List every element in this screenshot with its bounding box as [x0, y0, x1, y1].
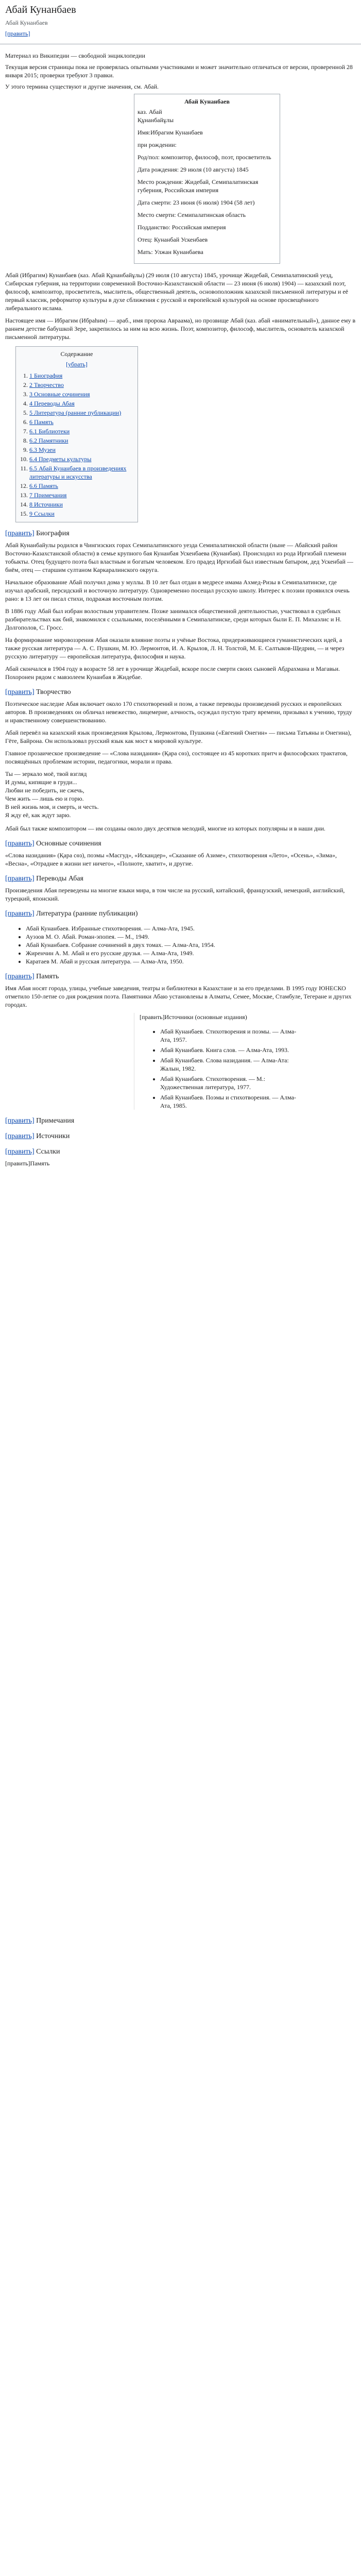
intro-material: Материал из Википедии — свободной энциклопедии [5, 52, 145, 59]
table-of-contents [15, 346, 138, 522]
section-literature [5, 910, 356, 965]
infobox-birthname-label: при рождении: [137, 141, 177, 148]
translations-paragraph-1: Произведения Абая переведены на многие языки мира, в том числе на русский, китайский, французский, немецкий, английский, турецкий, японский. [5, 887, 345, 902]
toc-item[interactable]: 2. 2 Творчество [29, 381, 133, 389]
infobox-died: Дата смерти: 23 июня (6 июля) 1904 (58 лет) [137, 199, 255, 206]
work-paragraph-1: Поэтическое наследие Абая включает около 170 стихотворений и поэм, а также переводы произведений русских и европейских авторов. В произведениях он обличал невежество, лицемерие, алчность, осуждал пустую трату времени, призывал к учению, труду и нравственному совершенствованию. [5, 700, 352, 724]
translations-heading-text: Переводы Абая [36, 875, 83, 883]
work-paragraph-4: Абай был также композитором — им созданы около двух десятков мелодий, многие из которых популярны и в наши дни. [5, 825, 325, 832]
bio-paragraph-4: На формирование мировоззрения Абая оказали влияние поэты и учёные Востока, придерживающиеся гуманистических идей, а также русская литература — А. С. Пушкин, М. Ю. Лермонтов, И. А. Крылов, Л. Н. Толстой, М. Е. Салтыков-Щедрин, — и через русскую литературу — европейская литература, философия и наука. [5, 636, 345, 660]
work-heading-text: Творчество [36, 688, 71, 696]
section-heading-memory [5, 973, 356, 981]
literature-item: • Абай Кунанбаев. Собрание сочинений в двух томах. — Алма-Ата, 1954. [26, 941, 356, 949]
reference-item: • Абай Кунанбаев. Поэмы и стихотворения. — Алма-Ата, 1985. [160, 1093, 299, 1110]
edit-sources[interactable]: [править] [5, 1132, 35, 1140]
toc-list [20, 371, 133, 518]
lead-paragraph-1: Абай (Ибрагим) Кунанбаев (каз. Абай Құнанбайұлы) (29 июля (10 августа) 1845, урочище Жидебай, Семипалатинский уезд, Сибирская губерния, на территории современной Восточно-Казахстанской области — 23 июня (6 июля) 1904) — казахский поэт, философ, композитор, просветитель, мыслитель, общественный деятель, основоположник казахской письменной литературы и её первый классик, реформатор культуры в духе сближения с русской и европейской культурой на основе просвещённого либерального ислама. [5, 272, 348, 312]
toc-toggle[interactable] [20, 360, 133, 368]
bio-heading-text: Биография [36, 530, 70, 537]
section-heading-works [5, 840, 356, 848]
section-heading-sources [5, 1132, 356, 1141]
memory-paragraph-1: Имя Абая носят города, улицы, учебные заведения, театры и библиотеки в Казахстане и за его пределами. В 1995 году ЮНЕСКО отметило 150-летие со дня рождения поэта. Памятники Абаю установлены в Алматы, Семее, Москве, Стамбуле, Тегеране и других городах. [5, 985, 352, 1008]
infobox-citizenship: Подданство: Российская империя [137, 224, 226, 231]
bio-paragraph-1: Абай Кунанбайулы родился в Чингизских горах Семипалатинского уезда Семипалатинской области (ныне — Абайский район Восточно-Казахстанской области) в семье крупного бая Кунанбая Ускенбаева (Кунанбая). Происходил из рода Иргизбай племени тобыкты. Отец будущего поэта был властным и богатым человеком. Его прадед Иргизбай был известным батыром, дед Ускенбай — биём, отец — старшим султаном Каркаралинского округа. [5, 541, 353, 573]
section-heading-links [5, 1148, 356, 1156]
lead-paragraph-2: Настоящее имя — Ибрагим (Ибраһим) — араб., имя пророка Авраама), но прозвище Абай (каз. абай «внимательный»), данное ему в раннем детстве бабушкой Зере, закрепилось за ним на всю жизнь. Поэт, композитор, философ, мыслитель, основатель казахской письменной литературы. [5, 317, 356, 341]
edit-notes[interactable]: [править] [5, 1117, 35, 1125]
section-links [5, 1148, 356, 1156]
toc-item[interactable]: 10. 6.4 Предметы культуры [29, 455, 133, 463]
toc-item[interactable]: 9. 6.3 Музеи [29, 446, 133, 454]
infobox-title-2-row [137, 108, 277, 124]
infobox [134, 94, 280, 264]
toc-item[interactable]: 5. 5 Литература (ранние публикации) [29, 409, 133, 417]
references-block [134, 1013, 299, 1110]
toc-item[interactable]: 8. 6.2 Памятники [29, 436, 133, 445]
references-list [140, 1027, 299, 1110]
intro-redirect-note: У этого термина существуют и другие значения, см. Абай. [5, 83, 159, 90]
literature-heading-text: Литература (ранние публикации) [36, 910, 138, 918]
infobox-title-2: каз. Абай Құнанбайұлы [137, 108, 174, 124]
literature-item: • Ауэзов М. О. Абай. Роман-эпопея. — М., 1949. [26, 933, 356, 941]
toc-item[interactable]: 11. 6.5 Абай Кунанбаев в произведениях литературы и искусства [29, 464, 133, 481]
infobox-father: Отец: Кунанбай Ускенбаев [137, 236, 208, 243]
work-paragraph-3: Главное прозаическое произведение — «Слова назидания» (Қара сөз), состоящее из 45 коротких притч и философских трактатов, посвящённых проблемам истории, педагогики, морали и права. [5, 750, 348, 765]
reference-item: • Абай Кунанбаев. Стихотворения и поэмы. — Алма-Ата, 1957. [160, 1027, 299, 1044]
section-heading-notes [5, 1117, 356, 1125]
intro-version-note: Текущая версия страницы пока не проверялась опытными участниками и может значительно отличаться от версии, проверенной 28 января 2015; проверки требуют 3 правки. [5, 63, 353, 79]
toc-item[interactable]: 3. 3 Основные сочинения [29, 390, 133, 398]
edit-translations[interactable]: [править] [5, 875, 35, 883]
bio-paragraph-5: Абай скончался в 1904 году в возрасте 58 лет в урочище Жидебай, вскоре после смерти своих сыновей Абдрахмана и Магавьи. Похоронен рядом с мавзолеем Кунанбая в Жидебае. [5, 665, 340, 681]
section-heading-work [5, 688, 356, 697]
links-heading-text: Ссылки [36, 1148, 60, 1156]
infobox-name: Имя:Ибрагим Кунанбаев [137, 129, 203, 136]
literature-item: • Каратаев М. Абай и русская литература. — Алма-Ата, 1950. [26, 957, 356, 965]
toc-item[interactable]: 7. 6.1 Библиотеки [29, 427, 133, 435]
reference-item: • Абай Кунанбаев. Книга слов. — Алма-Ата, 1993. [160, 1046, 299, 1054]
literature-item: • Жиренчин А. М. Абай и его русские друзья. — Алма-Ата, 1949. [26, 949, 356, 957]
infobox-title-1: Абай Кунанбаев [184, 98, 230, 105]
infobox-mother: Мать: Улжан Кунанбаева [137, 248, 203, 256]
section-works [5, 840, 356, 868]
infobox-empty [198, 108, 277, 124]
edit-work[interactable]: [править] [5, 688, 35, 696]
section-work [5, 688, 356, 833]
page-subtitle: Абай Кунанбаев [5, 19, 48, 26]
works-heading-text: Основные сочинения [36, 840, 101, 848]
bio-paragraph-3: В 1886 году Абай был избран волостным управителем. Позже занимался общественной деятельностью, участвовал в судебных разбирательствах как бий, знакомился с ссыльными, поселёнными в Семипалатинске, среди которых были Е. П. Михаэлис и Н. Долгополов, С. Гросс. [5, 607, 341, 631]
toc-item[interactable]: 13. 7 Примечания [29, 491, 133, 499]
toc-item[interactable]: 14. 8 Источники [29, 500, 133, 509]
edit-memory[interactable]: [править] [5, 973, 35, 980]
literature-item: • Абай Кунанбаев. Избранные стихотворения. — Алма-Ата, 1945. [26, 924, 356, 933]
bottom-spacer [5, 1171, 356, 1181]
page-title: Абай Кунанбаев [5, 4, 76, 15]
toc-title: Содержание [60, 350, 93, 358]
section-translations [5, 875, 356, 903]
edit-literature[interactable]: [править] [5, 910, 35, 918]
edit-links[interactable]: [править] [5, 1148, 35, 1156]
edit-bio[interactable]: [править] [5, 530, 35, 537]
works-paragraph-1: «Слова назидания» (Қара сөз), поэмы «Масгуд», «Искандер», «Сказание об Азиме», стихотворения «Лето», «Осень», «Зима», «Весна», «Отраднее в жизни нет ничего», «Полноте, хватит», и другие. [5, 852, 337, 867]
section-notes [5, 1117, 356, 1125]
infobox-born-place: Место рождения: Жидебай, Семипалатинская губерния, Российская империя [137, 178, 259, 194]
poem-excerpt: Ты — зеркало моё, твой взгляд И думы, кипящие в груди... Любви не победить, не сжечь, Чем жить — лишь ею и горю. В ней жизнь моя, и смерть, и честь. Я жду её, как ждут зарю. [5, 770, 99, 819]
section-sources [5, 1132, 356, 1141]
toc-toggle-link[interactable]: [убрать] [66, 361, 88, 368]
toc-item[interactable]: 1. 1 Биография [29, 371, 133, 380]
section-heading-literature [5, 910, 356, 918]
toc-item[interactable]: 12. 6.6 Память [29, 482, 133, 490]
toc-item[interactable]: 15. 9 Ссылки [29, 510, 133, 518]
infobox-occupation: Род/пол: композитор, философ, поэт, просветитель [137, 154, 271, 161]
section-heading-bio [5, 530, 356, 538]
section-bio [5, 530, 356, 681]
toc-item[interactable]: 4. 4 Переводы Абая [29, 399, 133, 408]
bio-paragraph-2: Начальное образование Абай получил дома у муллы. В 10 лет был отдан в медресе имама Ахмед-Ризы в Семипалатинске, где изучал арабский, персидский и восточную литературу. Одновременно посещал русскую школу. Интерес к поэзии проявился очень рано: в 13 лет он писал стихи, подражая восточным поэтам. [5, 579, 350, 602]
toc-item[interactable]: 6. 6 Память [29, 418, 133, 426]
reference-item: • Абай Кунанбаев. Слова назидания. — Алма-Ата: Жалын, 1982. [160, 1056, 299, 1073]
footer-memory: [править]Память [5, 1160, 50, 1167]
memory-heading-text: Память [36, 973, 59, 980]
header [0, 0, 361, 44]
notes-heading-text: Примечания [36, 1117, 75, 1125]
edit-top[interactable] [5, 30, 356, 38]
work-paragraph-2: Абай перевёл на казахский язык произведения Крылова, Лермонтова, Пушкина («Евгений Онегин» — письма Татьяны и Онегина), Гёте, Байрона. Он использовал русский язык как мост к мировой культуре. [5, 729, 352, 744]
literature-list [5, 924, 356, 965]
content [0, 44, 361, 1185]
lead-section [5, 271, 356, 341]
infobox-death-place: Место смерти: Семипалатинская область [137, 211, 246, 218]
infobox-born: Дата рождения: 29 июля (10 августа) 1845 [137, 166, 249, 173]
reference-item: • Абай Кунанбаев. Стихотворения. — М.: Художественная литература, 1977. [160, 1075, 299, 1091]
section-heading-translations [5, 875, 356, 883]
edit-link[interactable]: [править] [5, 30, 30, 37]
section-memory [5, 973, 356, 1009]
references-title: [править]Источники (основные издания) [140, 1013, 247, 1021]
sources-heading-text: Источники [36, 1132, 70, 1140]
edit-works[interactable]: [править] [5, 840, 35, 848]
